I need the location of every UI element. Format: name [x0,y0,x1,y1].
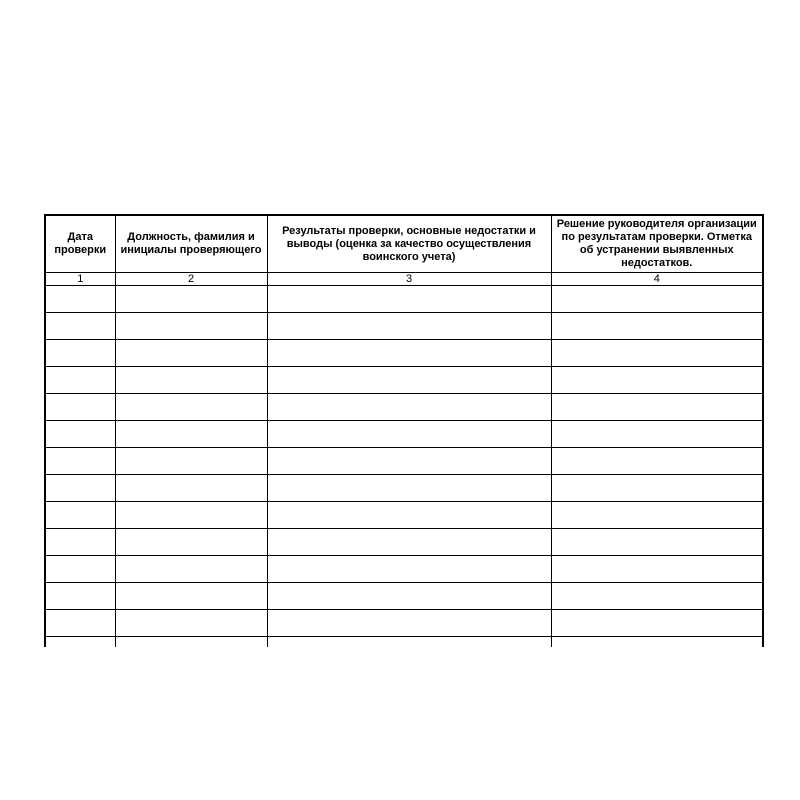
header-decision: Решение руководителя организации по результатам проверки. Отметка об устранении выявленных недостатков. [551,215,763,273]
table-cell [115,421,267,448]
table-cell [551,421,763,448]
table-cell [45,421,115,448]
table-cell [267,502,551,529]
table-body [45,286,763,647]
table-row [45,394,763,421]
table-cell [45,502,115,529]
table-cell [45,448,115,475]
table-cell [267,556,551,583]
table-cell [551,610,763,637]
table-cell [267,610,551,637]
table-cell [115,610,267,637]
table-cell [267,475,551,502]
table-cell [551,394,763,421]
table-cell [45,610,115,637]
table-cell [45,367,115,394]
table-row [45,286,763,313]
table-cell [551,475,763,502]
table-cell [115,340,267,367]
table-cell [45,529,115,556]
table-cell [267,367,551,394]
table-cell [267,340,551,367]
table-cell [551,556,763,583]
inspection-log-form [44,214,762,647]
table-cell [267,394,551,421]
table-row [45,448,763,475]
table-cell [551,502,763,529]
header-date: Дата проверки [45,215,115,273]
table-cell [45,475,115,502]
column-number: 4 [551,273,763,286]
column-number-row [45,273,763,286]
table-cell [551,286,763,313]
table-cell [45,556,115,583]
column-number: 1 [45,273,115,286]
header-results: Результаты проверки, основные недостатки и выводы (оценка за качество осуществления воинского учета) [267,215,551,273]
table-row [45,610,763,637]
table-row [45,313,763,340]
table-cell [551,367,763,394]
table-cell [551,340,763,367]
table-cell [45,583,115,610]
table-cell [551,448,763,475]
table-row [45,421,763,448]
table-cell [115,313,267,340]
table-row [45,637,763,647]
table-cell [115,367,267,394]
table-cell [551,529,763,556]
table-cell [267,421,551,448]
header-row [45,215,763,273]
table-cell [115,394,267,421]
table-cell [115,475,267,502]
table-row [45,367,763,394]
column-number: 2 [115,273,267,286]
header-inspector: Должность, фамилия и инициалы проверяющего [115,215,267,273]
table-cell [267,286,551,313]
table-cell [551,637,763,647]
table-row [45,583,763,610]
table-cell [115,286,267,313]
table-cell [115,529,267,556]
table-cell [267,313,551,340]
table-cell [551,313,763,340]
table-cell [115,556,267,583]
table-cell [115,637,267,647]
table-cell [45,394,115,421]
table-cell [551,583,763,610]
table-cell [45,286,115,313]
table-cell [45,313,115,340]
table-row [45,475,763,502]
table-cell [45,637,115,647]
table-cell [115,502,267,529]
table-row [45,340,763,367]
table-cell [267,583,551,610]
column-number: 3 [267,273,551,286]
table-cell [115,448,267,475]
table-cell [267,637,551,647]
table-cell [45,340,115,367]
table-row [45,502,763,529]
table-row [45,556,763,583]
inspection-log-table [44,214,764,647]
table-row [45,529,763,556]
table-cell [267,448,551,475]
table-cell [115,583,267,610]
table-cell [267,529,551,556]
